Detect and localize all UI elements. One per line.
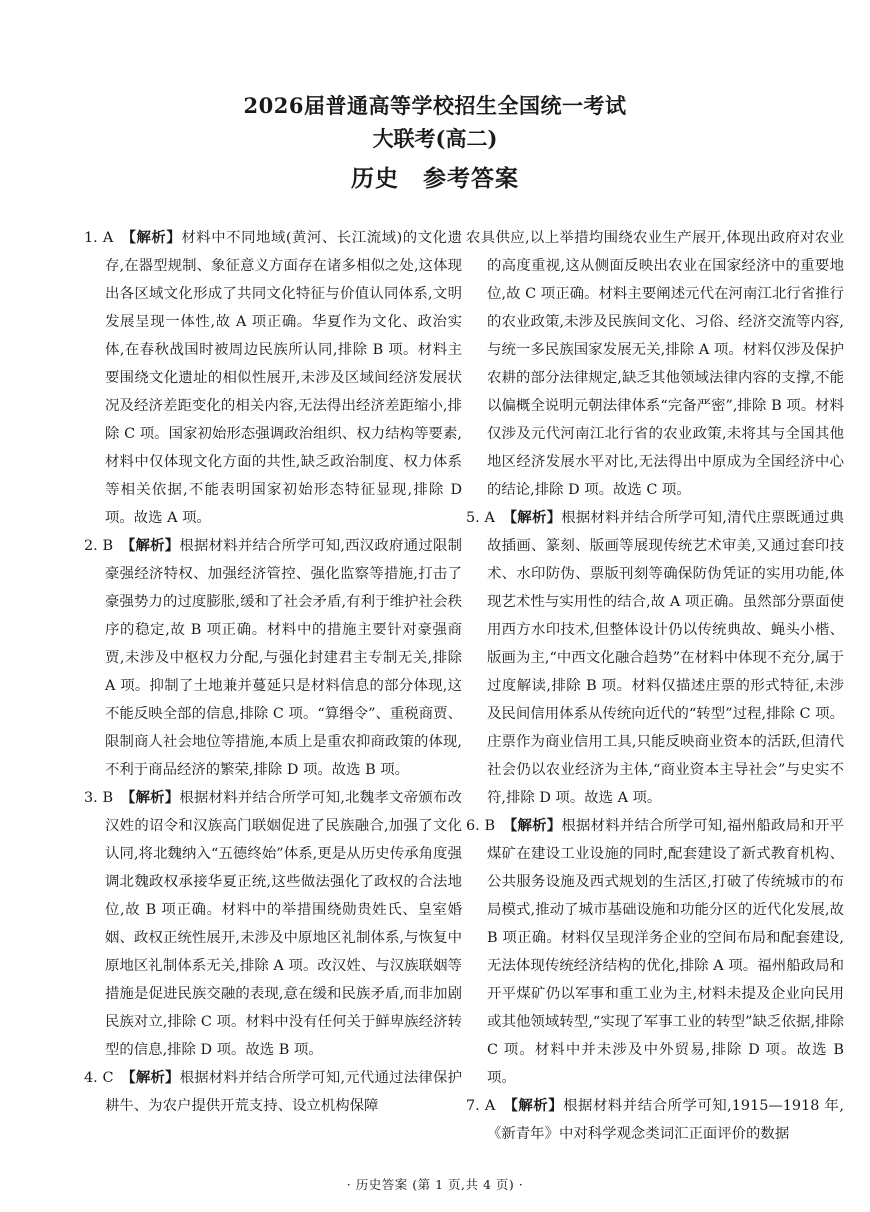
answer-item: 6. B 【解析】根据材料并结合所学可知,福州船政局和开平煤矿在建设工业设施的同时,配套建设了新式教育机构、公共服务设施及西式规划的生活区,打破了传统城市的布局模式,推动了城市基础设施和功能分区的近代化发展,故 B 项正确。材料仅呈现洋务企业的空间布局和配套建设,无法体现传统经济结构的优化,排除 A 项。福州船政局和开平煤矿仍以军事和重工业为主,材料未提及企业向民用或其他领域转型,“实现了军事工业的转型”缺乏依据,排除 C 项。材料中并未涉及中外贸易,排除 D 项。故选 B 项。 [466,817,844,1086]
left-column [84,224,462,1120]
answer-item: 1. A 【解析】材料中不同地域(黄河、长江流域)的文化遗存,在器型规制、象征意义方面存在诸多相似之处,这体现出各区域文化形成了共同文化特征与价值认同体系,文明发展呈现一体性,故 A 项正确。华夏作为文化、政治实体,在春秋战国时被周边民族所认同,排除 B 项。材料主要围绕文化遗址的相似性展开,未涉及区域间经济发展状况及经济差距变化的相关内容,无法得出经济差距缩小,排除 C 项。国家初始形态强调政治组织、权力结构等要素,材料中仅体现文化方面的共性,缺乏政治制度、权力体系等相关依据,不能表明国家初始形态特征显现,排除 D 项。故选 A 项。 [84,229,462,526]
answer-item: 2. B 【解析】根据材料并结合所学可知,西汉政府通过限制豪强经济特权、加强经济管控、强化监察等措施,打击了豪强势力的过度膨胀,缓和了社会矛盾,有利于维护社会秩序的稳定,故 B 项正确。材料中的措施主要针对豪强商贾,未涉及中枢权力分配,与强化封建君主专制无关,排除 A 项。抑制了土地兼并蔓延只是材料信息的部分体现,这不能反映全部的信息,排除 C 项。“算缗令”、重税商贾、限制商人社会地位等措施,本质上是重农抑商政策的体现,不利于商品经济的繁荣,排除 D 项。故选 B 项。 [84,537,462,778]
page-title: 历史 参考答案 [351,165,519,192]
exam-subtitle: 大联考(高二) [372,126,498,151]
answer-item: 5. A 【解析】根据材料并结合所学可知,清代庄票既通过典故插画、篆刻、版画等展现传统艺术审美,又通过套印技术、水印防伪、票版刊刻等确保防伪凭证的实用功能,体现艺术性与实用性的结合,故 A 项正确。虽然部分票面使用西方水印技术,但整体设计仍以传统典故、蝇头小楷、版画为主,“中西文化融合趋势”在材料中体现不充分,属于过度解读,排除 B 项。材料仅描述庄票的形式特征,未涉及民间信用体系从传统向近代的“转型”过程,排除 C 项。庄票作为商业信用工具,只能反映商业资本的活跃,但清代社会仍以农业经济为主体,“商业资本主导社会”与史实不符,排除 D 项。故选 A 项。 [466,509,844,806]
exam-title: 2026届普通高等学校招生全国统一考试 [243,93,627,118]
answer-item: 3. B 【解析】根据材料并结合所学可知,北魏孝文帝颁布改汉姓的诏令和汉族高门联姻促进了民族融合,加强了文化认同,将北魏纳入“五德终始”体系,更是从历史传承角度强调北魏政权承接华夏正统,这些做法强化了政权的合法地位,故 B 项正确。材料中的举措围绕勋贵姓氏、皇室婚姻、政权正统性展开,未涉及中原地区礼制体系,与恢复中原地区礼制体系无关,排除 A 项。改汉姓、与汉族联姻等措施是促进民族交融的表现,意在缓和民族矛盾,而非加剧民族对立,排除 C 项。材料中没有任何关于鲜卑族经济转型的信息,排除 D 项。故选 B 项。 [84,789,462,1058]
right-column [466,224,844,1148]
answer-item-continued: 农具供应,以上举措均围绕农业生产展开,体现出政府对农业的高度重视,这从侧面反映出农业在国家经济中的重要地位,故 C 项正确。材料主要阐述元代在河南江北行省推行的农业政策,未涉及民族间文化、习俗、经济交流等内容,与统一多民族国家发展无关,排除 A 项。材料仅涉及保护农耕的部分法律规定,缺乏其他领域法律内容的支撑,不能以偏概全说明元朝法律体系“完备严密”,排除 B 项。材料仅涉及元代河南江北行省的农业政策,未将其与全国其他地区经济发展水平对比,无法得出中原成为全国经济中心的结论,排除 D 项。故选 C 项。 [466,230,844,498]
answer-item: 4. C 【解析】根据材料并结合所学可知,元代通过法律保护耕牛、为农户提供开荒支持、设立机构保障 [84,1069,462,1114]
answer-item: 7. A 【解析】根据材料并结合所学可知,1915—1918 年,《新青年》中对科学观念类词汇正面评价的数据 [466,1097,844,1142]
page-footer: · 历史答案 (第 1 页,共 4 页) · [346,1177,524,1192]
